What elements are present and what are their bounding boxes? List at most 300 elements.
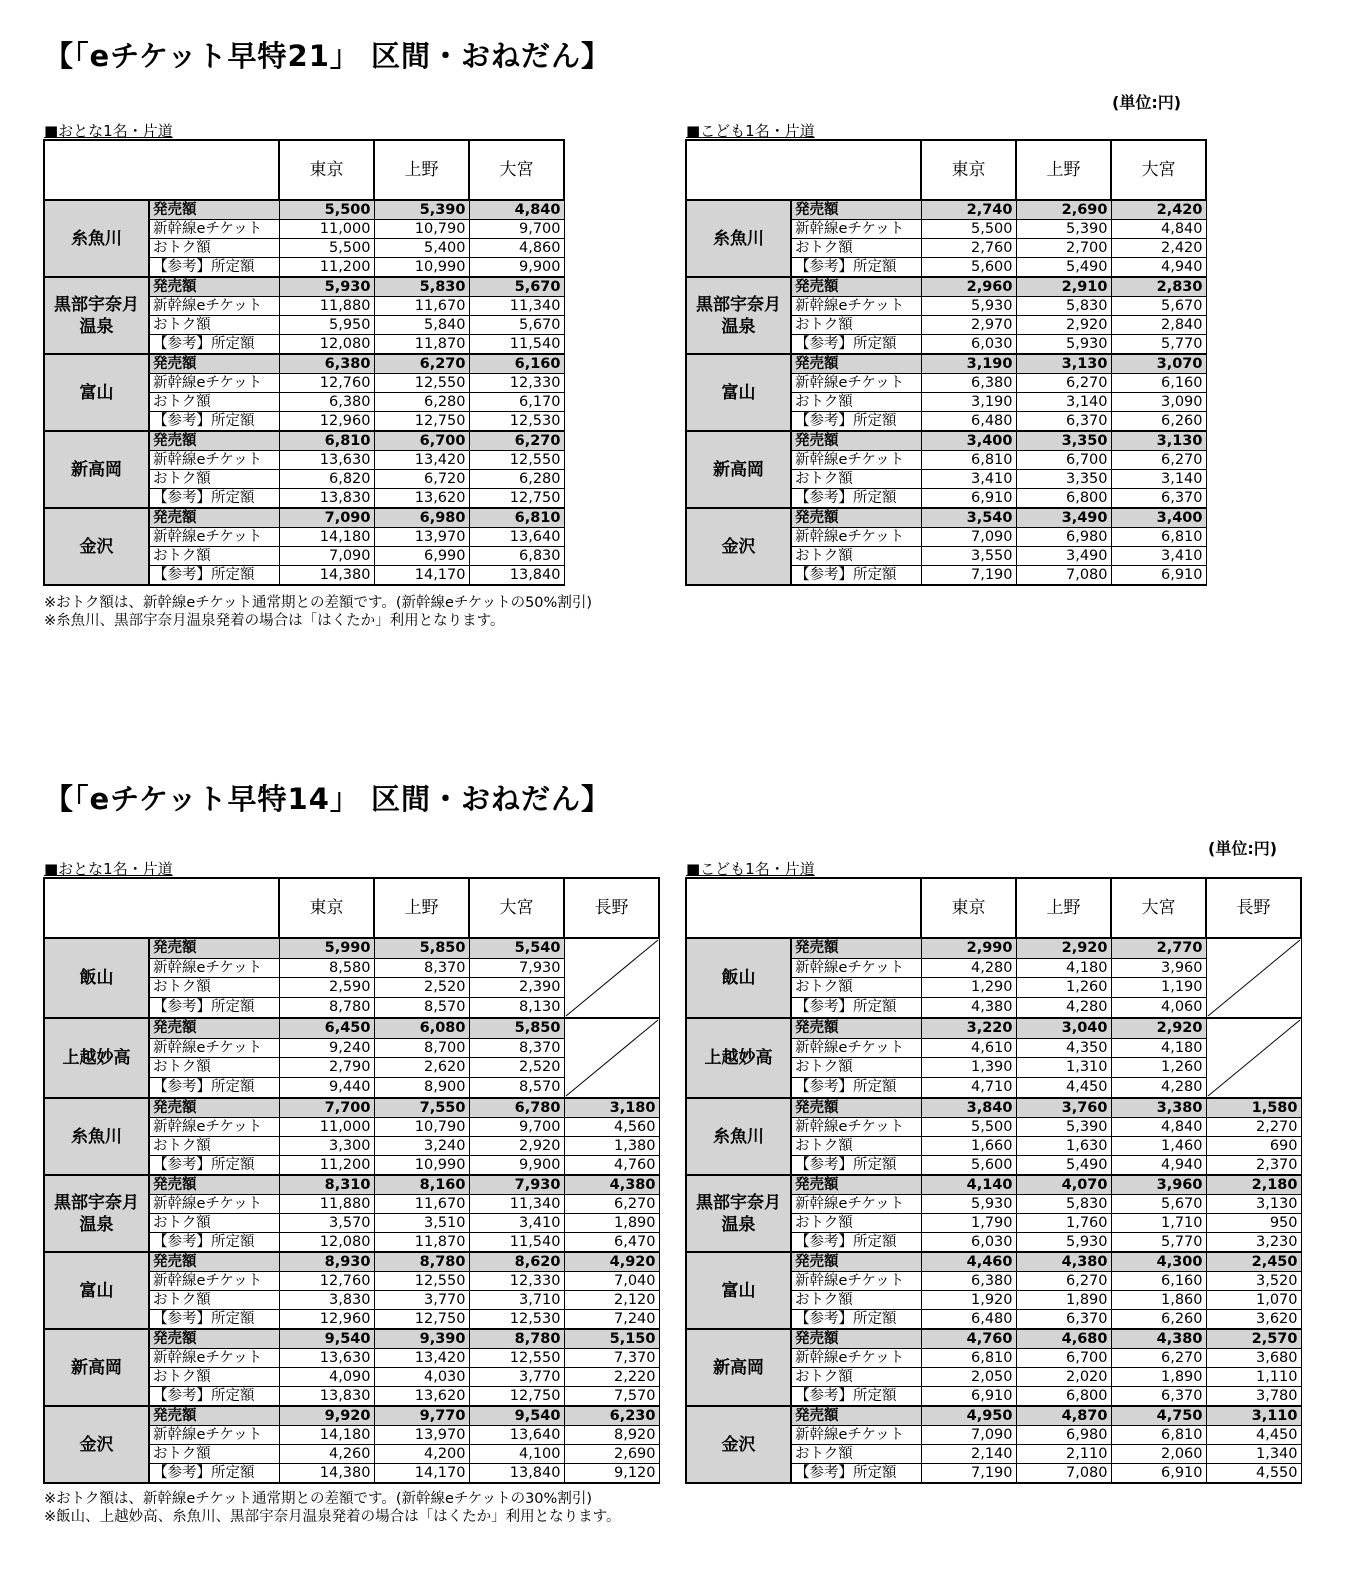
fare-cell: 9,120 <box>564 1464 659 1484</box>
fare-cell: 2,620 <box>374 1058 469 1078</box>
row-label: おトク額 <box>149 1058 279 1078</box>
fare-cell: 2,920 <box>469 1137 564 1156</box>
station-name: 金沢 <box>44 508 149 585</box>
fare-cell: 4,380 <box>1111 1329 1206 1349</box>
station-name: 富山 <box>44 1252 149 1329</box>
header-row <box>44 140 564 200</box>
fare-cell: 4,180 <box>1111 1038 1206 1058</box>
column-header: 大宮 <box>469 140 564 200</box>
fare-cell: 5,390 <box>374 200 469 220</box>
fare-cell: 4,140 <box>921 1175 1016 1195</box>
fare-cell: 5,670 <box>469 277 564 297</box>
row-label: 発売額 <box>149 1406 279 1426</box>
fare-cell: 13,830 <box>279 489 374 509</box>
fare-cell: 6,810 <box>921 1349 1016 1368</box>
station-name: 富山 <box>686 354 791 431</box>
fare-cell: 6,270 <box>1111 451 1206 470</box>
header-row <box>686 140 1206 200</box>
row-label: 【参考】所定額 <box>149 335 279 355</box>
fare-cell: 6,270 <box>1111 1349 1206 1368</box>
table-row <box>686 1018 1301 1038</box>
fare-cell: 8,780 <box>374 1252 469 1272</box>
table-row <box>686 938 1301 958</box>
fare-cell: 11,200 <box>279 1156 374 1176</box>
fare-cell: 2,920 <box>1016 316 1111 335</box>
row-label: 新幹線eチケット <box>149 1349 279 1368</box>
fare-cell: 3,110 <box>1206 1406 1301 1426</box>
fare-cell: 4,840 <box>1111 220 1206 239</box>
fare-cell: 2,370 <box>1206 1156 1301 1176</box>
table-row <box>44 1329 659 1349</box>
fare-cell: 6,160 <box>469 354 564 374</box>
station-name: 上越妙高 <box>686 1018 791 1098</box>
fare-cell: 1,890 <box>1111 1368 1206 1387</box>
fare-cell: 6,480 <box>921 412 1016 432</box>
row-label: おトク額 <box>791 393 921 412</box>
note-line: ※飯山、上越妙高、糸魚川、黒部宇奈月温泉発着の場合は「はくたか」利用となります。 <box>44 1509 621 1525</box>
row-label: 発売額 <box>791 1329 921 1349</box>
fare-cell: 12,330 <box>469 1272 564 1291</box>
row-label: 新幹線eチケット <box>149 528 279 547</box>
station-name: 糸魚川 <box>686 1098 791 1175</box>
fare-cell: 7,040 <box>564 1272 659 1291</box>
table-row <box>686 200 1206 220</box>
fare-cell: 14,380 <box>279 566 374 586</box>
fare-cell: 10,990 <box>374 1156 469 1176</box>
fare-cell: 11,670 <box>374 297 469 316</box>
fare-cell: 5,500 <box>279 200 374 220</box>
fare-cell: 4,750 <box>1111 1406 1206 1426</box>
fare-cell: 3,510 <box>374 1214 469 1233</box>
fare-cell: 8,580 <box>279 958 374 978</box>
fare-cell: 9,240 <box>279 1038 374 1058</box>
section-title-21: 【「eチケット早特21」 区間・おねだん】 <box>44 39 612 73</box>
fare-cell: 3,410 <box>469 1214 564 1233</box>
row-label: 新幹線eチケット <box>149 297 279 316</box>
fare-cell: 7,550 <box>374 1098 469 1118</box>
row-label: 新幹線eチケット <box>791 1426 921 1445</box>
table-row <box>44 1175 659 1195</box>
row-label: おトク額 <box>149 316 279 335</box>
row-label: 【参考】所定額 <box>149 1387 279 1407</box>
row-label: 【参考】所定額 <box>791 1387 921 1407</box>
row-label: 【参考】所定額 <box>791 258 921 278</box>
row-label: 【参考】所定額 <box>791 1156 921 1176</box>
fare-cell: 6,980 <box>1016 528 1111 547</box>
fare-cell: 6,380 <box>921 1272 1016 1291</box>
fare-cell: 6,280 <box>469 470 564 489</box>
fare-cell: 8,310 <box>279 1175 374 1195</box>
fare-cell: 2,920 <box>1111 1018 1206 1038</box>
fare-cell: 2,420 <box>1111 200 1206 220</box>
fare-cell: 8,570 <box>469 1078 564 1098</box>
table-row <box>44 1098 659 1118</box>
row-label: 発売額 <box>791 1252 921 1272</box>
fare-cell: 1,760 <box>1016 1214 1111 1233</box>
fare-cell: 5,930 <box>1016 335 1111 355</box>
row-label: 【参考】所定額 <box>791 1310 921 1330</box>
fare-cell: 12,550 <box>374 374 469 393</box>
fare-cell: 5,600 <box>921 1156 1016 1176</box>
fare-cell: 2,790 <box>279 1058 374 1078</box>
fare-cell: 4,090 <box>279 1368 374 1387</box>
fare-cell: 8,160 <box>374 1175 469 1195</box>
fare-cell: 5,830 <box>1016 1195 1111 1214</box>
fare-cell: 6,800 <box>1016 1387 1111 1407</box>
fare-cell: 5,670 <box>469 316 564 335</box>
fare-cell: 1,920 <box>921 1291 1016 1310</box>
not-applicable-cell <box>564 938 659 1018</box>
fare-cell: 6,370 <box>1016 412 1111 432</box>
fare-cell: 3,960 <box>1111 1175 1206 1195</box>
table-row <box>44 431 564 451</box>
column-header: 東京 <box>921 140 1016 200</box>
row-label: 発売額 <box>149 354 279 374</box>
row-label: おトク額 <box>791 1214 921 1233</box>
fare-table-child-21 <box>685 139 1207 586</box>
row-label: 発売額 <box>149 508 279 528</box>
row-label: 【参考】所定額 <box>791 998 921 1018</box>
fare-cell: 3,520 <box>1206 1272 1301 1291</box>
fare-cell: 6,990 <box>374 547 469 566</box>
station-name: 黒部宇奈月 温泉 <box>44 1175 149 1252</box>
fare-cell: 6,700 <box>1016 451 1111 470</box>
row-label: 発売額 <box>149 1252 279 1272</box>
fare-cell: 2,270 <box>1206 1118 1301 1137</box>
note-line: ※おトク額は、新幹線eチケット通常期との差額です。(新幹線eチケットの30%割引) <box>44 1491 592 1507</box>
fare-cell: 6,260 <box>1111 1310 1206 1330</box>
fare-cell: 13,640 <box>469 1426 564 1445</box>
fare-cell: 4,060 <box>1111 998 1206 1018</box>
fare-cell: 6,910 <box>921 489 1016 509</box>
fare-cell: 6,160 <box>1111 374 1206 393</box>
row-label: おトク額 <box>149 1137 279 1156</box>
row-label: 発売額 <box>791 431 921 451</box>
fare-cell: 950 <box>1206 1214 1301 1233</box>
row-label: おトク額 <box>791 1291 921 1310</box>
table-row <box>44 508 564 528</box>
row-label: 発売額 <box>149 1098 279 1118</box>
column-header: 東京 <box>279 140 374 200</box>
fare-cell: 3,130 <box>1111 431 1206 451</box>
fare-cell: 2,450 <box>1206 1252 1301 1272</box>
fare-cell: 9,900 <box>469 258 564 278</box>
row-label: 新幹線eチケット <box>791 958 921 978</box>
row-label: 発売額 <box>791 1175 921 1195</box>
fare-cell: 6,270 <box>1016 374 1111 393</box>
fare-cell: 6,910 <box>921 1387 1016 1407</box>
fare-cell: 13,830 <box>279 1387 374 1407</box>
row-label: 発売額 <box>791 1018 921 1038</box>
fare-cell: 1,190 <box>1111 978 1206 998</box>
fare-cell: 5,850 <box>374 938 469 958</box>
fare-table-adult-14 <box>43 877 660 1484</box>
caption-child-14: ■こども1名・片道 <box>686 860 815 878</box>
fare-cell: 2,690 <box>564 1445 659 1464</box>
station-name: 糸魚川 <box>686 200 791 277</box>
fare-cell: 2,740 <box>921 200 1016 220</box>
fare-cell: 2,960 <box>921 277 1016 297</box>
fare-cell: 4,260 <box>279 1445 374 1464</box>
fare-cell: 6,910 <box>1111 566 1206 586</box>
fare-cell: 2,770 <box>1111 938 1206 958</box>
fare-cell: 5,670 <box>1111 297 1206 316</box>
fare-cell: 11,870 <box>374 1233 469 1253</box>
table-row <box>686 277 1206 297</box>
fare-cell: 6,810 <box>469 508 564 528</box>
row-label: 新幹線eチケット <box>149 1272 279 1291</box>
table-row <box>44 1406 659 1426</box>
fare-cell: 6,030 <box>921 1233 1016 1253</box>
fare-cell: 11,200 <box>279 258 374 278</box>
fare-cell: 6,830 <box>469 547 564 566</box>
fare-cell: 4,280 <box>1016 998 1111 1018</box>
fare-cell: 1,260 <box>1111 1058 1206 1078</box>
fare-cell: 1,310 <box>1016 1058 1111 1078</box>
fare-cell: 6,280 <box>374 393 469 412</box>
fare-cell: 1,580 <box>1206 1098 1301 1118</box>
row-label: おトク額 <box>791 1137 921 1156</box>
row-label: おトク額 <box>791 1368 921 1387</box>
fare-cell: 2,390 <box>469 978 564 998</box>
fare-cell: 6,370 <box>1111 1387 1206 1407</box>
fare-cell: 9,390 <box>374 1329 469 1349</box>
row-label: おトク額 <box>149 1214 279 1233</box>
table-row <box>44 1252 659 1272</box>
table-row <box>44 200 564 220</box>
fare-cell: 12,960 <box>279 1310 374 1330</box>
row-label: 【参考】所定額 <box>791 1464 921 1484</box>
station-name: 飯山 <box>686 938 791 1018</box>
fare-cell: 6,270 <box>564 1195 659 1214</box>
fare-cell: 1,110 <box>1206 1368 1301 1387</box>
fare-cell: 9,920 <box>279 1406 374 1426</box>
fare-cell: 2,690 <box>1016 200 1111 220</box>
row-label: 発売額 <box>149 1329 279 1349</box>
fare-cell: 3,780 <box>1206 1387 1301 1407</box>
fare-cell: 12,960 <box>279 412 374 432</box>
fare-cell: 3,130 <box>1016 354 1111 374</box>
row-label: おトク額 <box>791 1445 921 1464</box>
row-label: 新幹線eチケット <box>791 528 921 547</box>
row-label: 【参考】所定額 <box>149 1464 279 1484</box>
row-label: 新幹線eチケット <box>791 1272 921 1291</box>
row-label: 新幹線eチケット <box>791 1195 921 1214</box>
fare-cell: 6,700 <box>1016 1349 1111 1368</box>
table-row <box>44 354 564 374</box>
fare-cell: 5,770 <box>1111 335 1206 355</box>
fare-cell: 2,050 <box>921 1368 1016 1387</box>
fare-cell: 2,830 <box>1111 277 1206 297</box>
fare-cell: 7,090 <box>279 508 374 528</box>
fare-cell: 3,040 <box>1016 1018 1111 1038</box>
fare-cell: 5,490 <box>1016 1156 1111 1176</box>
fare-cell: 8,780 <box>279 998 374 1018</box>
fare-cell: 4,560 <box>564 1118 659 1137</box>
fare-cell: 690 <box>1206 1137 1301 1156</box>
note-line: ※糸魚川、黒部宇奈月温泉発着の場合は「はくたか」利用となります。 <box>44 613 505 629</box>
row-label: おトク額 <box>149 239 279 258</box>
fare-cell: 8,780 <box>469 1329 564 1349</box>
unit-label-21: (単位:円) <box>1112 93 1182 112</box>
fare-cell: 13,620 <box>374 489 469 509</box>
fare-cell: 11,340 <box>469 1195 564 1214</box>
station-name: 黒部宇奈月 温泉 <box>44 277 149 354</box>
fare-cell: 1,890 <box>564 1214 659 1233</box>
fare-cell: 1,460 <box>1111 1137 1206 1156</box>
fare-cell: 4,840 <box>1111 1118 1206 1137</box>
row-label: 発売額 <box>149 938 279 958</box>
header-corner <box>44 140 279 200</box>
fare-cell: 12,760 <box>279 1272 374 1291</box>
fare-cell: 12,550 <box>469 1349 564 1368</box>
row-label: おトク額 <box>149 978 279 998</box>
station-name: 新高岡 <box>686 1329 791 1406</box>
fare-cell: 12,080 <box>279 335 374 355</box>
row-label: おトク額 <box>149 1368 279 1387</box>
not-applicable-cell <box>1206 1018 1301 1098</box>
fare-cell: 2,840 <box>1111 316 1206 335</box>
column-header: 大宮 <box>469 878 564 938</box>
fare-cell: 7,570 <box>564 1387 659 1407</box>
fare-cell: 6,820 <box>279 470 374 489</box>
unit-label-14: (単位:円) <box>1208 839 1278 858</box>
fare-cell: 12,750 <box>374 412 469 432</box>
fare-cell: 6,980 <box>374 508 469 528</box>
table-row <box>44 1018 659 1038</box>
row-label: 発売額 <box>791 508 921 528</box>
fare-cell: 6,910 <box>1111 1464 1206 1484</box>
station-name: 飯山 <box>44 938 149 1018</box>
fare-cell: 12,530 <box>469 412 564 432</box>
fare-cell: 13,840 <box>469 566 564 586</box>
row-label: 発売額 <box>149 1018 279 1038</box>
row-label: おトク額 <box>149 547 279 566</box>
fare-cell: 7,930 <box>469 1175 564 1195</box>
row-label: 【参考】所定額 <box>791 412 921 432</box>
fare-cell: 8,700 <box>374 1038 469 1058</box>
row-label: 【参考】所定額 <box>149 566 279 586</box>
row-label: 発売額 <box>149 200 279 220</box>
fare-cell: 6,260 <box>1111 412 1206 432</box>
fare-cell: 6,480 <box>921 1310 1016 1330</box>
fare-cell: 8,370 <box>374 958 469 978</box>
fare-cell: 4,380 <box>1016 1252 1111 1272</box>
station-name: 上越妙高 <box>44 1018 149 1098</box>
station-name: 金沢 <box>686 1406 791 1483</box>
row-label: おトク額 <box>149 393 279 412</box>
row-label: 発売額 <box>149 431 279 451</box>
fare-cell: 4,450 <box>1206 1426 1301 1445</box>
fare-table-adult-21 <box>43 139 565 586</box>
fare-cell: 4,180 <box>1016 958 1111 978</box>
fare-cell: 1,660 <box>921 1137 1016 1156</box>
fare-cell: 6,270 <box>469 431 564 451</box>
fare-cell: 6,380 <box>279 393 374 412</box>
fare-cell: 3,680 <box>1206 1349 1301 1368</box>
row-label: おトク額 <box>149 1445 279 1464</box>
fare-cell: 13,630 <box>279 451 374 470</box>
fare-cell: 5,770 <box>1111 1233 1206 1253</box>
station-name: 金沢 <box>44 1406 149 1483</box>
fare-cell: 11,870 <box>374 335 469 355</box>
fare-cell: 2,020 <box>1016 1368 1111 1387</box>
fare-cell: 3,140 <box>1111 470 1206 489</box>
column-header: 長野 <box>564 878 659 938</box>
caption-adult-14: ■おとな1名・片道 <box>44 860 173 878</box>
row-label: おトク額 <box>149 470 279 489</box>
fare-cell: 3,350 <box>1016 470 1111 489</box>
fare-cell: 5,150 <box>564 1329 659 1349</box>
fare-cell: 4,550 <box>1206 1464 1301 1484</box>
fare-cell: 2,590 <box>279 978 374 998</box>
row-label: 新幹線eチケット <box>149 220 279 239</box>
fare-cell: 13,630 <box>279 1349 374 1368</box>
fare-cell: 1,260 <box>1016 978 1111 998</box>
row-label: 【参考】所定額 <box>791 566 921 586</box>
row-label: 【参考】所定額 <box>791 335 921 355</box>
fare-cell: 4,760 <box>921 1329 1016 1349</box>
fare-cell: 1,340 <box>1206 1445 1301 1464</box>
row-label: 新幹線eチケット <box>149 451 279 470</box>
table-row <box>44 277 564 297</box>
fare-cell: 5,830 <box>1016 297 1111 316</box>
fare-cell: 6,810 <box>1111 528 1206 547</box>
fare-cell: 6,370 <box>1016 1310 1111 1330</box>
column-header: 東京 <box>921 878 1016 938</box>
fare-cell: 2,910 <box>1016 277 1111 297</box>
fare-cell: 13,620 <box>374 1387 469 1407</box>
fare-cell: 12,550 <box>469 451 564 470</box>
fare-cell: 5,930 <box>1016 1233 1111 1253</box>
row-label: 新幹線eチケット <box>791 297 921 316</box>
fare-cell: 1,390 <box>921 1058 1016 1078</box>
header-corner <box>44 878 279 938</box>
fare-cell: 3,770 <box>469 1368 564 1387</box>
header-corner <box>686 140 921 200</box>
fare-cell: 7,090 <box>921 1426 1016 1445</box>
row-label: 【参考】所定額 <box>149 1233 279 1253</box>
fare-cell: 7,370 <box>564 1349 659 1368</box>
fare-cell: 4,940 <box>1111 258 1206 278</box>
fare-cell: 3,540 <box>921 508 1016 528</box>
row-label: 【参考】所定額 <box>149 1310 279 1330</box>
fare-cell: 5,500 <box>921 1118 1016 1137</box>
fare-cell: 2,520 <box>374 978 469 998</box>
fare-cell: 9,440 <box>279 1078 374 1098</box>
table-row <box>686 1252 1301 1272</box>
fare-cell: 3,190 <box>921 354 1016 374</box>
row-label: 新幹線eチケット <box>791 1349 921 1368</box>
fare-cell: 5,830 <box>374 277 469 297</box>
fare-cell: 13,970 <box>374 528 469 547</box>
fare-cell: 6,030 <box>921 335 1016 355</box>
fare-cell: 6,470 <box>564 1233 659 1253</box>
column-header: 大宮 <box>1111 878 1206 938</box>
fare-cell: 1,380 <box>564 1137 659 1156</box>
fare-cell: 5,840 <box>374 316 469 335</box>
fare-cell: 12,530 <box>469 1310 564 1330</box>
fare-cell: 4,200 <box>374 1445 469 1464</box>
fare-cell: 5,850 <box>469 1018 564 1038</box>
fare-cell: 3,710 <box>469 1291 564 1310</box>
fare-cell: 5,540 <box>469 938 564 958</box>
fare-cell: 5,990 <box>279 938 374 958</box>
fare-cell: 9,900 <box>469 1156 564 1176</box>
row-label: 【参考】所定額 <box>149 258 279 278</box>
row-label: 新幹線eチケット <box>149 958 279 978</box>
fare-cell: 9,700 <box>469 1118 564 1137</box>
